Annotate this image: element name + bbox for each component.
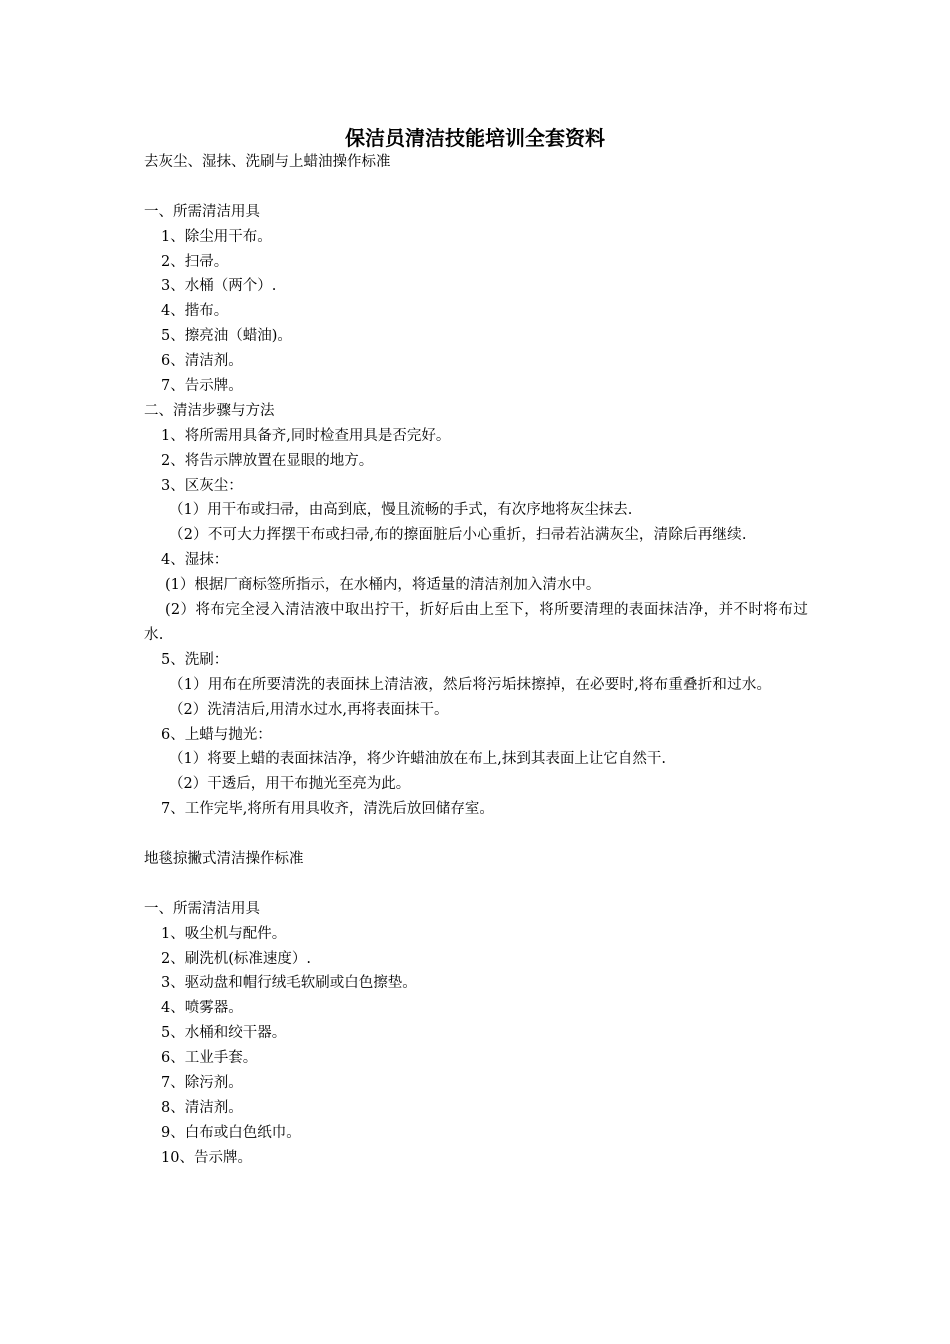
sub-step-item: （2）干透后，用干布抛光至亮为此。 [169, 776, 411, 793]
tools-heading: 一、所需清洁用具 [144, 900, 260, 917]
step-item: 4、湿抹： [161, 552, 229, 569]
list-item: 2、扫帚。 [161, 253, 229, 270]
step-item: 1、将所需用具备齐,同时检查用具是否完好。 [161, 427, 451, 444]
sub-step-paragraph: （1）用布在所要清洗的表面抹上清洁液，然后将污垢抹擦掉，在必要时,将布重叠折和过水。 [169, 676, 772, 693]
steps-heading: 二、清洁步骤与方法 [144, 402, 275, 419]
list-item: 1、吸尘机与配件。 [161, 925, 287, 942]
list-item: 6、工业手套。 [161, 1050, 258, 1067]
list-item: 3、水桶（两个）. [161, 278, 277, 295]
step-item: 3、区灰尘： [161, 477, 243, 494]
list-item: 5、水桶和绞干器。 [161, 1025, 287, 1042]
list-item: 1、除尘用干布。 [161, 228, 272, 245]
sub-step-item: （1）将要上蜡的表面抹洁净，将少许蜡油放在布上,抹到其表面上让它自然干. [169, 751, 666, 768]
step-item: 2、将告示牌放置在显眼的地方。 [161, 452, 374, 469]
sub-step-paragraph: （2）不可大力挥摆干布或扫帚,布的擦面脏后小心重折，扫帚若沾满灰尘，清除后再继续. [169, 527, 747, 544]
section-subtitle: 去灰尘、湿抹、洗刷与上蜡油操作标准 [144, 154, 391, 170]
blank-line [144, 822, 808, 847]
step-item: 5、洗刷： [161, 651, 229, 668]
sub-step-item: （2）洗清洁后,用清水过水,再将表面抹干。 [169, 701, 449, 718]
step-item: 6、上蜡与抛光： [161, 726, 272, 743]
list-item: 7、除污剂。 [161, 1075, 243, 1092]
blank-line [144, 175, 808, 200]
list-item: 4、喷雾器。 [161, 1000, 243, 1017]
blank-line [144, 872, 808, 897]
step-item: 7、工作完毕,将所有用具收齐，清洗后放回储存室。 [161, 801, 494, 818]
document-title: 保洁员清洁技能培训全套资料 [345, 126, 605, 150]
sub-step-item: （1）用干布或扫帚，由高到底，慢且流畅的手式，有次序地将灰尘抹去. [169, 502, 633, 519]
list-item: 8、清洁剂。 [161, 1099, 243, 1116]
list-item: 4、揩布。 [161, 303, 229, 320]
list-item: 3、驱动盘和帽行绒毛软刷或白色擦垫。 [161, 975, 417, 992]
list-item: 7、告示牌。 [161, 378, 243, 395]
section-subtitle: 地毯掠撇式清洁操作标准 [144, 851, 304, 867]
sub-step-item: (1）根据厂商标签所指示，在水桶内，将适量的清洁剂加入清水中。 [165, 577, 601, 594]
tools-heading: 一、所需清洁用具 [144, 203, 260, 220]
list-item: 2、刷洗机(标准速度）. [161, 950, 311, 967]
list-item: 9、白布或白色纸巾。 [161, 1124, 301, 1141]
sub-step-paragraph: (2）将布完全浸入清洁液中取出拧干，折好后由上至下，将所要清理的表面抹洁净，并不时将布过水. [144, 602, 808, 643]
list-item: 10、告示牌。 [161, 1149, 252, 1166]
document-body [144, 150, 808, 1171]
list-item: 5、擦亮油（蜡油)。 [161, 328, 292, 345]
list-item: 6、清洁剂。 [161, 353, 243, 370]
